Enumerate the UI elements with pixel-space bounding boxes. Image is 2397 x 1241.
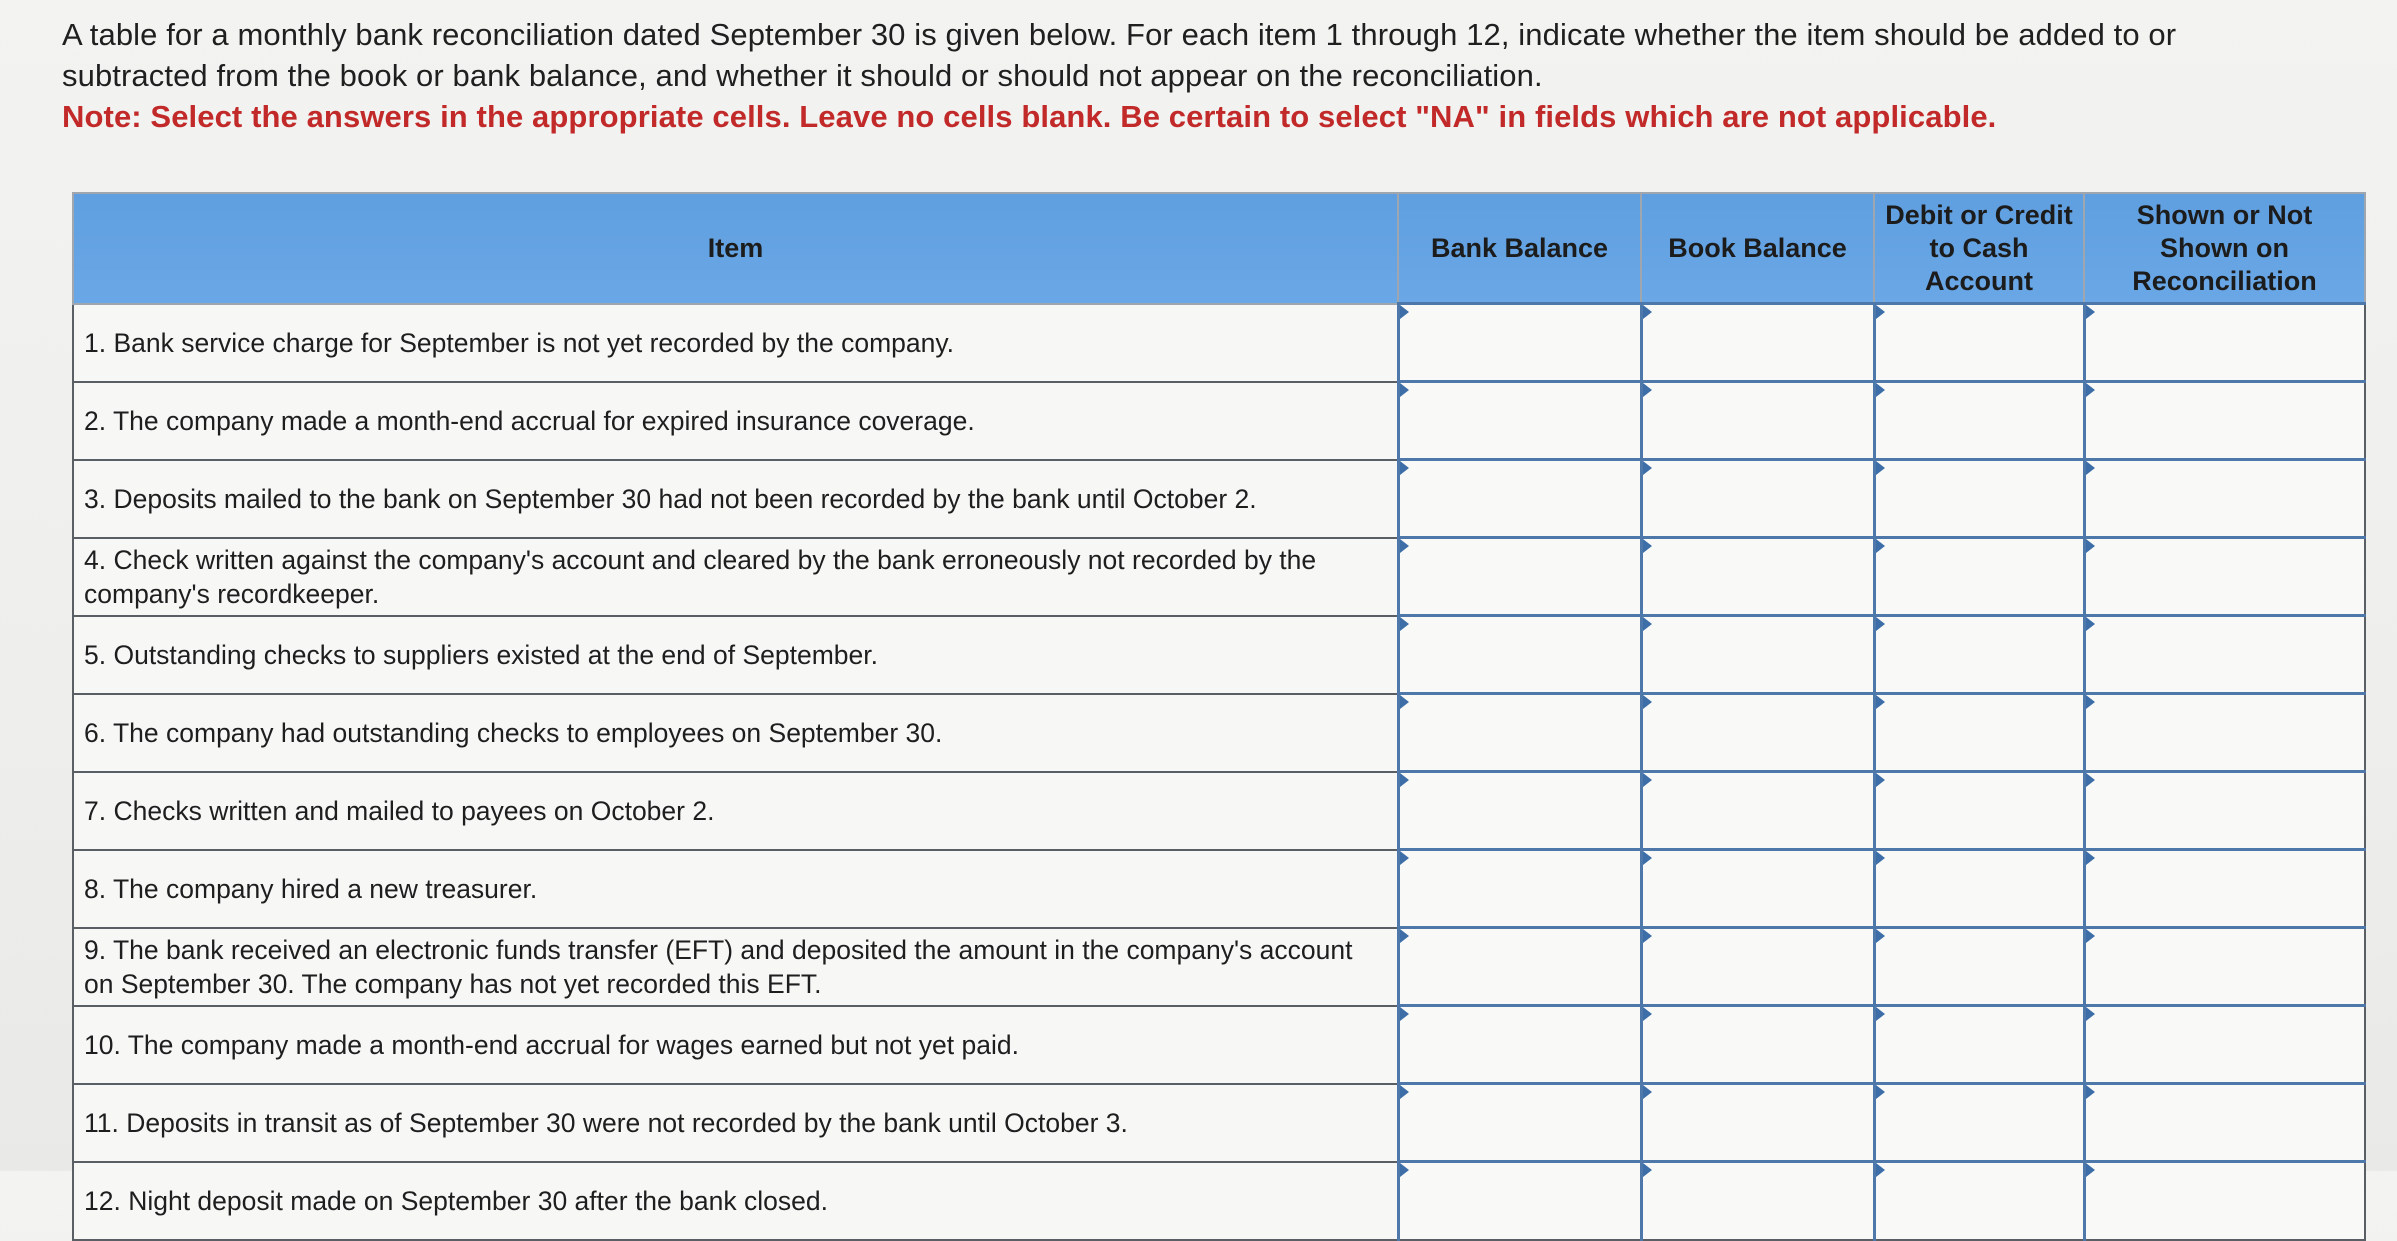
table-row xyxy=(73,304,2365,382)
shown-select[interactable] xyxy=(2084,928,2365,1006)
dropdown-marker-icon xyxy=(1876,1085,1885,1099)
table-row xyxy=(73,382,2365,460)
table-row xyxy=(73,694,2365,772)
dropdown-marker-icon xyxy=(1876,695,1885,709)
dropdown-marker-icon xyxy=(1876,929,1885,943)
dropdown-marker-icon xyxy=(1643,617,1652,631)
shown-select[interactable] xyxy=(2084,460,2365,538)
dropdown-marker-icon xyxy=(1643,695,1652,709)
book-balance-select[interactable] xyxy=(1641,772,1874,850)
debit-credit-select[interactable] xyxy=(1874,304,2084,382)
row-item-text: 9. The bank received an electronic funds transfer (EFT) and deposited the amount in the company's account on September 30. The company has not yet recorded this EFT. xyxy=(73,928,1398,1006)
row-item-text: 11. Deposits in transit as of September 30 were not recorded by the bank until October 3. xyxy=(73,1084,1398,1162)
table-row xyxy=(73,1006,2365,1084)
dropdown-marker-icon xyxy=(2086,305,2095,319)
dropdown-marker-icon xyxy=(1643,539,1652,553)
table-row xyxy=(73,850,2365,928)
shown-select[interactable] xyxy=(2084,1162,2365,1240)
shown-select[interactable] xyxy=(2084,772,2365,850)
table-row xyxy=(73,772,2365,850)
dropdown-marker-icon xyxy=(2086,1163,2095,1177)
header-shown: Shown or Not Shown on Reconciliation xyxy=(2084,193,2365,304)
dropdown-marker-icon xyxy=(1876,539,1885,553)
dropdown-marker-icon xyxy=(1643,1085,1652,1099)
dropdown-marker-icon xyxy=(1876,1007,1885,1021)
book-balance-select[interactable] xyxy=(1641,304,1874,382)
row-item-text: 1. Bank service charge for September is not yet recorded by the company. xyxy=(73,304,1398,382)
reconciliation-table xyxy=(72,192,2366,1241)
dropdown-marker-icon xyxy=(1643,383,1652,397)
book-balance-select[interactable] xyxy=(1641,1006,1874,1084)
dropdown-marker-icon xyxy=(1876,851,1885,865)
debit-credit-select[interactable] xyxy=(1874,538,2084,616)
dropdown-marker-icon xyxy=(1400,773,1409,787)
book-balance-select[interactable] xyxy=(1641,928,1874,1006)
dropdown-marker-icon xyxy=(2086,617,2095,631)
dropdown-marker-icon xyxy=(1400,617,1409,631)
bank-balance-select[interactable] xyxy=(1398,304,1641,382)
dropdown-marker-icon xyxy=(2086,1085,2095,1099)
dropdown-marker-icon xyxy=(1643,929,1652,943)
dropdown-marker-icon xyxy=(1876,383,1885,397)
dropdown-marker-icon xyxy=(1400,383,1409,397)
book-balance-select[interactable] xyxy=(1641,850,1874,928)
shown-select[interactable] xyxy=(2084,1084,2365,1162)
row-item-text: 2. The company made a month-end accrual for expired insurance coverage. xyxy=(73,382,1398,460)
dropdown-marker-icon xyxy=(1876,1163,1885,1177)
row-item-text: 12. Night deposit made on September 30 after the bank closed. xyxy=(73,1162,1398,1240)
bank-balance-select[interactable] xyxy=(1398,382,1641,460)
dropdown-marker-icon xyxy=(1643,773,1652,787)
book-balance-select[interactable] xyxy=(1641,460,1874,538)
dropdown-marker-icon xyxy=(1400,695,1409,709)
shown-select[interactable] xyxy=(2084,616,2365,694)
row-item-text: 5. Outstanding checks to suppliers existed at the end of September. xyxy=(73,616,1398,694)
bank-balance-select[interactable] xyxy=(1398,616,1641,694)
instructions xyxy=(62,14,2312,137)
bank-balance-select[interactable] xyxy=(1398,928,1641,1006)
book-balance-select[interactable] xyxy=(1641,616,1874,694)
bank-balance-select[interactable] xyxy=(1398,1006,1641,1084)
header-bank-balance: Bank Balance xyxy=(1398,193,1641,304)
row-item-text: 6. The company had outstanding checks to employees on September 30. xyxy=(73,694,1398,772)
row-item-text: 10. The company made a month-end accrual for wages earned but not yet paid. xyxy=(73,1006,1398,1084)
dropdown-marker-icon xyxy=(1643,851,1652,865)
debit-credit-select[interactable] xyxy=(1874,694,2084,772)
table-row xyxy=(73,1162,2365,1240)
debit-credit-select[interactable] xyxy=(1874,382,2084,460)
shown-select[interactable] xyxy=(2084,694,2365,772)
dropdown-marker-icon xyxy=(1876,461,1885,475)
dropdown-marker-icon xyxy=(1400,461,1409,475)
row-item-text: 8. The company hired a new treasurer. xyxy=(73,850,1398,928)
dropdown-marker-icon xyxy=(1643,305,1652,319)
debit-credit-select[interactable] xyxy=(1874,772,2084,850)
shown-select[interactable] xyxy=(2084,304,2365,382)
bank-balance-select[interactable] xyxy=(1398,538,1641,616)
shown-select[interactable] xyxy=(2084,850,2365,928)
header-item: Item xyxy=(73,193,1398,304)
debit-credit-select[interactable] xyxy=(1874,850,2084,928)
dropdown-marker-icon xyxy=(1643,1163,1652,1177)
dropdown-marker-icon xyxy=(1400,1085,1409,1099)
bank-balance-select[interactable] xyxy=(1398,1162,1641,1240)
table-row xyxy=(73,538,2365,616)
book-balance-select[interactable] xyxy=(1641,694,1874,772)
table-row xyxy=(73,1084,2365,1162)
dropdown-marker-icon xyxy=(2086,461,2095,475)
instructions-text: A table for a monthly bank reconciliation dated September 30 is given below. For each item 1 through 12, indicate whether the item should be added to or subtracted from the book or bank balance, and whether it should or should not appear on the reconciliation. xyxy=(62,17,2177,93)
dropdown-marker-icon xyxy=(1876,773,1885,787)
book-balance-select[interactable] xyxy=(1641,382,1874,460)
row-item-text: 4. Check written against the company's account and cleared by the bank erroneously not recorded by the company's recordkeeper. xyxy=(73,538,1398,616)
dropdown-marker-icon xyxy=(2086,695,2095,709)
bank-balance-select[interactable] xyxy=(1398,1084,1641,1162)
bank-balance-select[interactable] xyxy=(1398,460,1641,538)
instructions-note: Note: Select the answers in the appropriate cells. Leave no cells blank. Be certain to select "NA" in fields which are not applicable. xyxy=(62,99,1997,134)
dropdown-marker-icon xyxy=(1400,851,1409,865)
book-balance-select[interactable] xyxy=(1641,1084,1874,1162)
debit-credit-select[interactable] xyxy=(1874,1162,2084,1240)
dropdown-marker-icon xyxy=(2086,851,2095,865)
dropdown-marker-icon xyxy=(1400,1007,1409,1021)
dropdown-marker-icon xyxy=(1400,1163,1409,1177)
dropdown-marker-icon xyxy=(2086,539,2095,553)
debit-credit-select[interactable] xyxy=(1874,1084,2084,1162)
bank-balance-select[interactable] xyxy=(1398,694,1641,772)
header-debit-credit: Debit or Credit to Cash Account xyxy=(1874,193,2084,304)
book-balance-select[interactable] xyxy=(1641,1162,1874,1240)
bank-balance-select[interactable] xyxy=(1398,772,1641,850)
table-row xyxy=(73,460,2365,538)
dropdown-marker-icon xyxy=(1643,1007,1652,1021)
dropdown-marker-icon xyxy=(1400,539,1409,553)
table-row xyxy=(73,616,2365,694)
header-row xyxy=(73,193,2365,304)
book-balance-select[interactable] xyxy=(1641,538,1874,616)
header-book-balance: Book Balance xyxy=(1641,193,1874,304)
dropdown-marker-icon xyxy=(2086,1007,2095,1021)
table-row xyxy=(73,928,2365,1006)
dropdown-marker-icon xyxy=(1400,929,1409,943)
debit-credit-select[interactable] xyxy=(1874,460,2084,538)
dropdown-marker-icon xyxy=(2086,383,2095,397)
dropdown-marker-icon xyxy=(1876,305,1885,319)
table-body xyxy=(73,304,2365,1240)
dropdown-marker-icon xyxy=(2086,929,2095,943)
dropdown-marker-icon xyxy=(2086,773,2095,787)
debit-credit-select[interactable] xyxy=(1874,616,2084,694)
shown-select[interactable] xyxy=(2084,1006,2365,1084)
row-item-text: 7. Checks written and mailed to payees on October 2. xyxy=(73,772,1398,850)
debit-credit-select[interactable] xyxy=(1874,928,2084,1006)
shown-select[interactable] xyxy=(2084,538,2365,616)
dropdown-marker-icon xyxy=(1643,461,1652,475)
row-item-text: 3. Deposits mailed to the bank on September 30 had not been recorded by the bank until October 2. xyxy=(73,460,1398,538)
shown-select[interactable] xyxy=(2084,382,2365,460)
bank-balance-select[interactable] xyxy=(1398,850,1641,928)
dropdown-marker-icon xyxy=(1876,617,1885,631)
dropdown-marker-icon xyxy=(1400,305,1409,319)
debit-credit-select[interactable] xyxy=(1874,1006,2084,1084)
